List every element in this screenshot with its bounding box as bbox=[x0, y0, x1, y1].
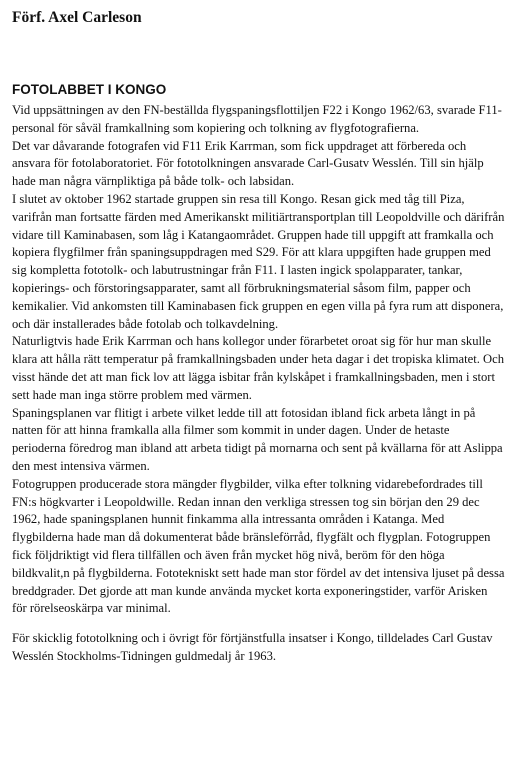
body-line: personal för såväl framkallning som kopiering och tolkning av flygfotografierna. bbox=[12, 120, 420, 135]
body-line: Vid uppsättningen av den FN-beställda flygspaningsflottiljen F22 i Kongo 1962/63, svarade F11- bbox=[12, 103, 502, 117]
body-line: kemikalier. Vid ankomsten till Kaminabasen fick gruppen en egen villa på fyra rum att disponera, bbox=[12, 298, 504, 313]
body-line: FN:s högkvarter i Leopoldwille. Redan innan den verkliga stressen tog sin början den 29 dec bbox=[12, 494, 480, 509]
body-line: visst hände det att man fick lov att lägga isbitar från kylskåpet i framkallningsbaden, men i stort bbox=[12, 369, 495, 384]
body-line: och där installerades både fotolab och tolkavdelning. bbox=[12, 316, 279, 331]
article-body bbox=[12, 102, 508, 666]
body-line: klara att hålla rätt temperatur på framkallningsbaden under heta dagar i det tropiska klimatet. Och bbox=[12, 352, 505, 367]
body-line: natten för att hinna framkalla alla filmer som kommit in under dagen. Under de hetaste bbox=[12, 423, 450, 438]
body-line: Naturligtvis hade Erik Karrman och hans kollegor under förarbetet oroat sig för hur man skulle bbox=[12, 334, 492, 349]
body-line: varifrån man fortsatte färden med Amerikanskt militiärtransportplan till Leopoldville och därifrån bbox=[12, 209, 505, 224]
body-line: flygbilderna hade man då dokumenterat både bränsleförråd, flygfält och flygplan. Fotogruppen bbox=[12, 530, 491, 545]
closing-line: För skicklig fototolkning och i övrigt för förtjänstfulla insatser i Kongo, tilldelades Carl Gustav bbox=[12, 631, 493, 646]
body-line: vidare till Kaminabasen, som låg i Katangaområdet. Gruppen hade till uppgift att framkalla och bbox=[12, 227, 494, 242]
body-line: Det var dåvarande fotografen vid F11 Erik Karrman, som fick uppdraget att förbereda och bbox=[12, 138, 467, 153]
body-line: kopiera flygfilmer från spaningsuppdragen med S29. För att klara uppgiften hade gruppen med bbox=[12, 245, 491, 260]
body-line: för rörelseoskärpa var minimal. bbox=[12, 601, 171, 616]
body-line: sig kompletta fototolk- och labutrustningar från F11. I lasten ingick spolapparater, tankar, bbox=[12, 263, 463, 278]
body-line: hade man några värnpliktiga på både tolk- och labsidan. bbox=[12, 174, 295, 189]
body-line: sett hade man inga större problem med värmen. bbox=[12, 387, 252, 402]
body-line: fick följdriktigt vid flera tillfällen och även från mycket hög nivå, beröm för den höga bbox=[12, 547, 445, 562]
body-line: I slutet av oktober 1962 startade gruppen sin resa till Kongo. Resan gick med tåg till Piza, bbox=[12, 191, 465, 206]
body-line: 1962, hade spaningsplanen hunnit finkamma alla intressanta områden i Katanga. Med bbox=[12, 512, 445, 527]
body-line: Fotogruppen producerade stora mängder flygbilder, vilka efter tolkning vidarebefordrades till bbox=[12, 476, 483, 491]
body-line: Spaningsplanen var flitigt i arbete vilket ledde till att fotosidan ibland fick arbeta långt in på bbox=[12, 405, 476, 420]
body-line: perioderna föredrog man ibland att arbeta tidigt på mornarna och sent på kvällarna för att Aslippa bbox=[12, 441, 503, 456]
body-line: kopierings- och förstoringsapparater, samt all förbrukningsmaterial såsom film, papper och bbox=[12, 280, 471, 295]
author-line: Förf. Axel Carleson bbox=[12, 9, 142, 26]
body-line: bildkvalit,n på flygbilderna. Fototekniskt sett hade man stor fördel av det intensiva ljuset på dessa bbox=[12, 565, 505, 580]
article-heading: FOTOLABBET I KONGO bbox=[12, 82, 167, 97]
body-line: breddgrader. Det gjorde att man kunde använda mycket korta exponeringstider, varför Arisken bbox=[12, 583, 488, 598]
closing-line: Wesslén Stockholms-Tidningen guldmedalj år 1963. bbox=[12, 648, 277, 663]
body-line: den mest intensiva värmen. bbox=[12, 458, 150, 473]
paragraph-gap bbox=[12, 618, 508, 630]
body-line: ansvara för fotolaboratoriet. För fototolkningen ansvarade Carl-Gusatv Wesslén. Till sin hjälp bbox=[12, 156, 484, 171]
